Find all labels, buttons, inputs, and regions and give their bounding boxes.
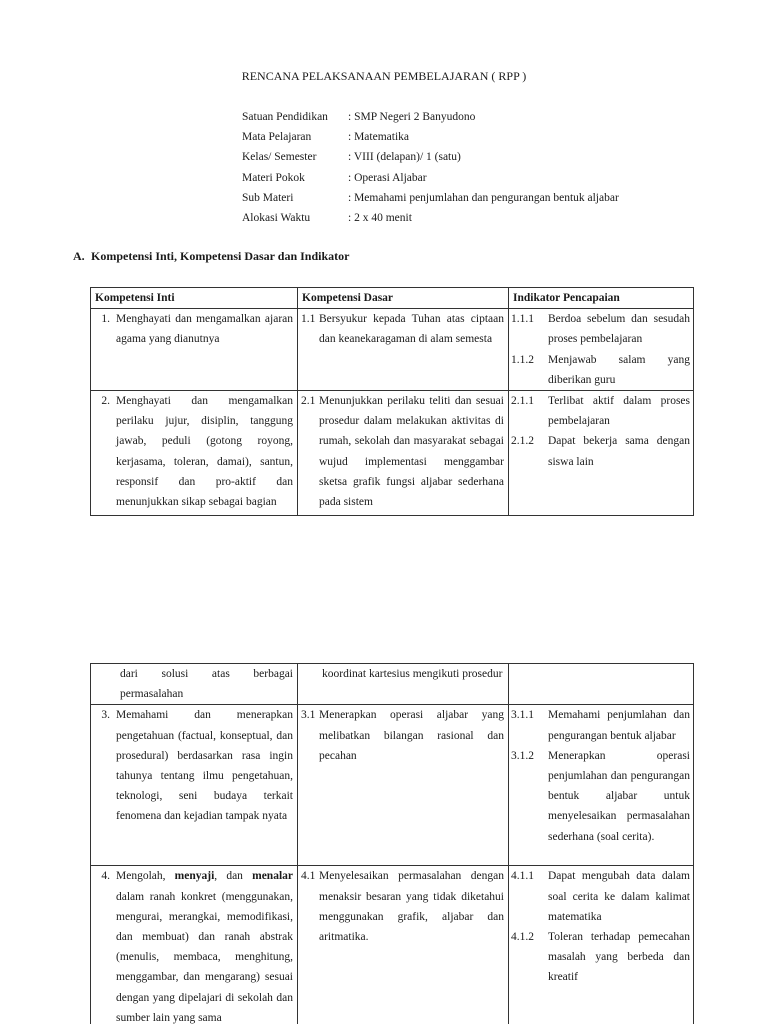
indicator-text: Memahami penjumlahan dan pengurangan bentuk aljabar (548, 709, 690, 742)
indicator-cell (509, 866, 694, 1024)
kd-text: Menunjukkan perilaku teliti dan sesuai prosedur dalam melakukan aktivitas di rumah, sekolah dan masyarakat sebagai wujud implementasi menggambar sketsa grafik fungsi aljabar sederhana pada sistem (319, 395, 504, 509)
ki-text-bold: menalar (252, 870, 293, 883)
ki-cell (91, 391, 298, 516)
indicator-item (511, 866, 690, 927)
kd-cell (298, 705, 509, 866)
meta-label: Alokasi Waktu (242, 211, 311, 224)
meta-value: : Operasi Aljabar (348, 171, 427, 184)
kd-number: 3.1 (301, 709, 316, 722)
indicator-text: Terlibat aktif dalam proses pembelajaran (548, 395, 690, 428)
kd-cell (298, 664, 509, 705)
kd-number: 1.1 (301, 313, 316, 326)
kd-cell (298, 391, 509, 516)
indicator-number: 3.1.1 (511, 709, 534, 722)
document-title: RENCANA PELAKSANAAN PEMBELAJARAN ( RPP ) (241, 69, 527, 83)
competency-table-part1 (90, 287, 694, 516)
indicator-text: Toleran terhadap pemecahan masalah yang berbeda dan kreatif (548, 931, 690, 984)
kd-cell (298, 866, 509, 1024)
kd-text: Menerapkan operasi aljabar yang melibatkan bilangan rasional dan pecahan (319, 709, 504, 762)
indicator-item (511, 350, 690, 390)
indicator-cell (509, 705, 694, 866)
lesson-metadata (242, 107, 619, 228)
indicator-cell (509, 664, 694, 705)
indicator-cell (509, 391, 694, 516)
section-heading (73, 249, 349, 264)
indicator-item (511, 927, 690, 988)
table-row (91, 309, 694, 391)
indicator-cell (509, 309, 694, 391)
meta-row (242, 208, 619, 228)
section-letter: A. (73, 249, 85, 263)
table-row (91, 391, 694, 516)
table-row (91, 866, 694, 1024)
kd-text: Bersyukur kepada Tuhan atas ciptaan dan keanekaragaman di alam semesta (319, 313, 504, 346)
indicator-item (511, 431, 690, 471)
indicator-text: Dapat bekerja sama dengan siswa lain (548, 435, 690, 468)
meta-row (242, 147, 619, 167)
indicator-text: Menjawab salam yang diberikan guru (548, 353, 690, 386)
meta-label: Mata Pelajaran (242, 131, 312, 144)
indicator-number: 2.1.1 (511, 395, 534, 408)
meta-label: Materi Pokok (242, 171, 305, 184)
ki-number: 1. (101, 313, 110, 326)
meta-row (242, 107, 619, 127)
ki-cell (91, 705, 298, 866)
ki-text (116, 866, 293, 1024)
meta-row (242, 168, 619, 188)
meta-row (242, 127, 619, 147)
meta-label: Sub Materi (242, 191, 294, 204)
indicator-text: Dapat mengubah data dalam soal cerita ke dalam kalimat matematika (548, 870, 690, 923)
indicator-item (511, 746, 690, 847)
indicator-text: Berdoa sebelum dan sesudah proses pembelajaran (548, 313, 690, 346)
table-header-row (91, 288, 694, 309)
indicator-number: 1.1.2 (511, 353, 534, 366)
ki-text-bold: menyaji (174, 870, 215, 883)
ki-text: dari solusi atas berbagai permasalahan (120, 668, 293, 701)
ki-text-pre: Mengolah, (116, 870, 175, 883)
meta-value: : 2 x 40 menit (348, 211, 412, 224)
header-kompetensi-inti: Kompetensi Inti (91, 288, 298, 309)
indicator-item (511, 705, 690, 745)
ki-text-mid: , dan (214, 870, 253, 883)
meta-value: : Matematika (348, 131, 409, 144)
meta-label: Kelas/ Semester (242, 151, 317, 164)
kd-number: 2.1 (301, 395, 316, 408)
meta-label: Satuan Pendidikan (242, 111, 328, 123)
kd-number: 4.1 (301, 870, 316, 883)
indicator-number: 1.1.1 (511, 313, 534, 326)
section-title: Kompetensi Inti, Kompetensi Dasar dan Indikator (91, 249, 350, 263)
ki-text: Menghayati dan mengamalkan ajaran agama yang dianutnya (116, 313, 293, 346)
ki-text-rest: dalam ranah konkret (menggunakan, mengurai, merangkai, memodifikasi, dan membuat) dan ranah abstrak (menulis, membaca, menghitung, menggambar, dan mengarang) sesuai dengan yang dipelajari di sekolah dan sumber lain yang sama (116, 890, 293, 1024)
meta-value: : SMP Negeri 2 Banyudono (348, 111, 476, 123)
header-kompetensi-dasar: Kompetensi Dasar (298, 288, 509, 309)
ki-text: Menghayati dan mengamalkan perilaku jujur, disiplin, tanggung jawab, peduli (gotong royong, kerjasama, toleran, damai), santun, responsif dan pro-aktif dan menunjukkan sikap sebagai bagian (116, 395, 293, 509)
table-row (91, 664, 694, 705)
competency-table-part2 (90, 663, 694, 1024)
ki-number: 4. (101, 870, 110, 883)
ki-cell (91, 866, 298, 1024)
indicator-number: 2.1.2 (511, 435, 534, 448)
indicator-number: 3.1.2 (511, 749, 534, 762)
ki-number: 3. (101, 709, 110, 722)
indicator-item (511, 309, 690, 349)
indicator-item (511, 391, 690, 431)
meta-value: : VIII (delapan)/ 1 (satu) (348, 151, 461, 164)
indicator-number: 4.1.2 (511, 931, 534, 944)
ki-cell (91, 309, 298, 391)
indicator-text: Menerapkan operasi penjumlahan dan pengurangan bentuk aljabar untuk menyelesaikan permasalahan sederhana (soal cerita). (548, 749, 690, 843)
table-row (91, 705, 694, 866)
kd-cell (298, 309, 509, 391)
kd-text: koordinat kartesius mengikuti prosedur (322, 668, 503, 680)
ki-text: Memahami dan menerapkan pengetahuan (factual, konseptual, dan prosedural) berdasarkan rasa ingin tahunya tentang ilmu pengetahuan, teknologi, seni budaya terkait fenomena dan kejadian tampak nyata (116, 709, 293, 823)
indicator-number: 4.1.1 (511, 870, 534, 883)
meta-value: : Memahami penjumlahan dan pengurangan bentuk aljabar (348, 191, 619, 204)
kd-text: Menyelesaikan permasalahan dengan menaksir besaran yang tidak diketahui menggunakan grafik, aljabar dan aritmatika. (319, 870, 504, 944)
ki-number: 2. (101, 395, 110, 408)
ki-cell (91, 664, 298, 705)
meta-row (242, 188, 619, 208)
header-indikator: Indikator Pencapaian (509, 288, 694, 309)
